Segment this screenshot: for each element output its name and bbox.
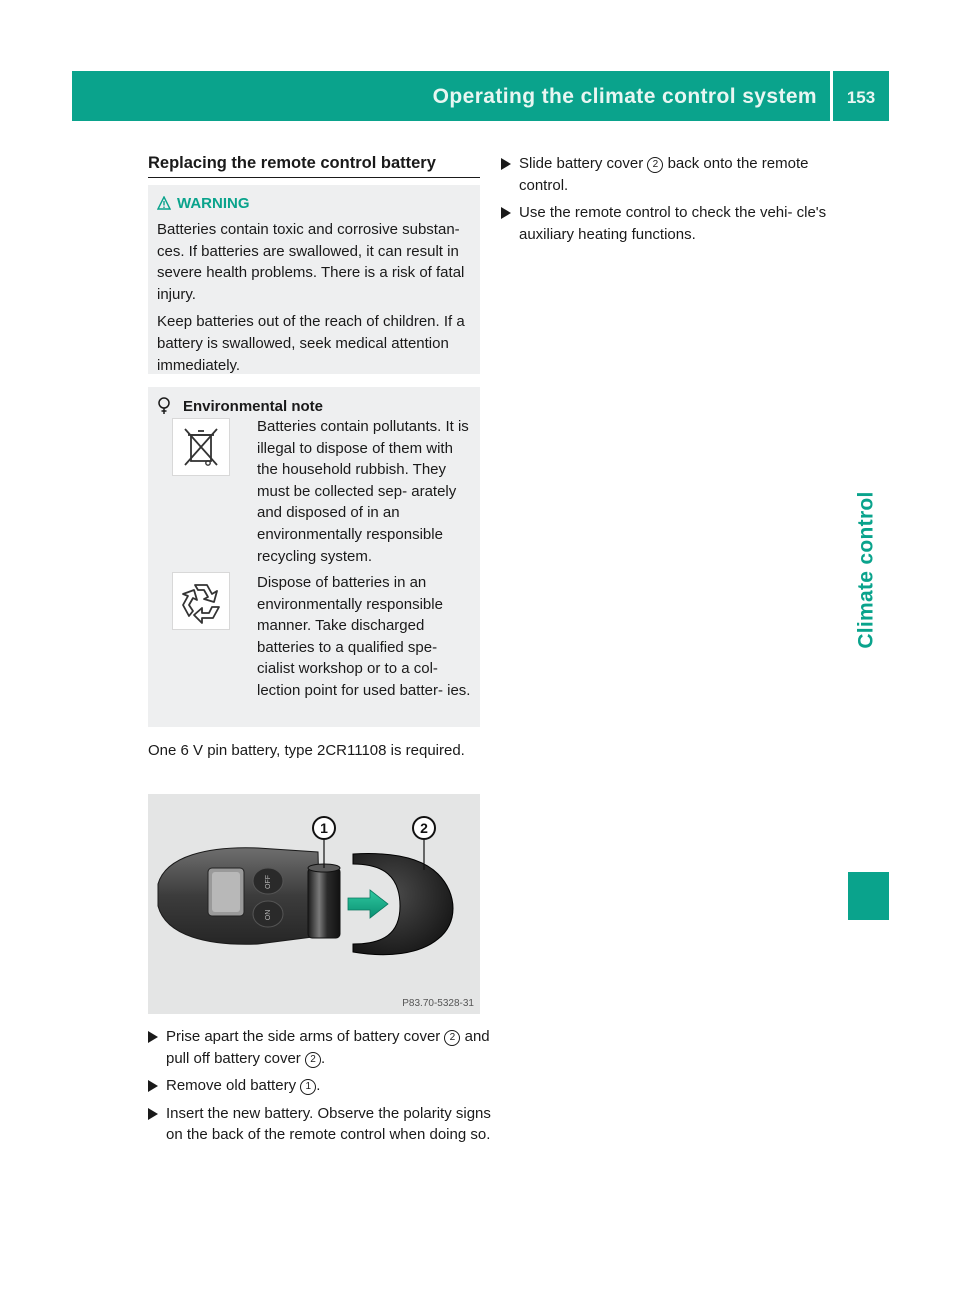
figure-caption: P83.70-5328-31 [402, 998, 474, 1009]
instruction-step [501, 202, 831, 245]
environmental-note-box [148, 387, 480, 727]
button-on-label: ON [265, 909, 272, 921]
page-header [72, 71, 889, 121]
step-text: Slide battery cover [519, 155, 648, 172]
remote-control-illustration [148, 794, 480, 1014]
step-text: Insert the new battery. Observe the polarity signs on the back of the remote control when doing so. [166, 1104, 491, 1144]
battery-requirement-text: One 6 V pin battery, type 2CR11108 is required. [148, 742, 465, 759]
callout-2: 2 [420, 820, 428, 836]
arrow-right-icon [148, 1108, 158, 1120]
callout-ref: 2 [444, 1030, 460, 1046]
instruction-step [148, 1103, 493, 1146]
instruction-step [148, 1026, 493, 1069]
warning-triangle-icon [157, 196, 171, 210]
instruction-step [148, 1075, 493, 1097]
crossed-bin-icon [172, 418, 230, 476]
warning-heading [157, 193, 472, 213]
callout-1: 1 [320, 820, 328, 836]
warning-box [148, 185, 480, 374]
step-text: and pull off battery cover [166, 1028, 490, 1067]
step-text: Remove old battery [166, 1077, 301, 1095]
chapter-title: Operating the climate control system [432, 85, 817, 108]
instruction-step [501, 153, 831, 196]
callout-ref: 2 [305, 1052, 321, 1068]
remote-battery-figure [148, 794, 480, 1014]
side-tab-text: Climate control [855, 491, 879, 649]
env-note-heading-text: Environmental note [183, 397, 324, 415]
step-text: . [320, 1049, 326, 1067]
steps-list-right [501, 153, 831, 251]
warning-text-1: Batteries contain toxic and corrosive substan- ces. If batteries are swallowed, it can result in severe health problems. There is a risk of fatal injury. [157, 221, 465, 303]
step-text: back onto the remote control. [519, 155, 809, 194]
arrow-right-icon [501, 158, 511, 170]
arrow-right-icon [148, 1031, 158, 1043]
step-text: Prise apart the side arms of battery cover [166, 1028, 445, 1045]
arrow-right-icon [148, 1080, 158, 1092]
button-off-label: OFF [265, 875, 272, 889]
warning-text-2: Keep batteries out of the reach of children. If a battery is swallowed, seek medical attention immediately. [157, 313, 465, 374]
callout-ref: 2 [647, 157, 663, 173]
step-text: . [316, 1077, 321, 1095]
env-note-text-2: Dispose of batteries in an environmentally responsible manner. Take discharged batteries to a qualified spe- cialist workshop or to a col- lection point for used batter- ies. [257, 574, 471, 699]
steps-list-left [148, 1026, 493, 1152]
step-text: Use the remote control to check the vehi- cle's auxiliary heating functions. [519, 204, 827, 243]
section-title: Replacing the remote control battery [148, 152, 480, 178]
arrow-right-icon [501, 207, 511, 219]
recycle-icon [172, 572, 230, 630]
page-number: 153 [846, 88, 876, 107]
env-note-text-1: Batteries contain pollutants. It is illegal to dispose of them with the household rubbish. They must be collected sep- arately and disposed of in an environmentally responsible recycling system. [257, 418, 469, 565]
callout-ref: 1 [300, 1079, 316, 1095]
warning-heading-text: WARNING [177, 194, 250, 212]
lightbulb-icon [157, 397, 171, 415]
side-tab-marker [848, 872, 889, 920]
side-tab-label [848, 480, 886, 660]
